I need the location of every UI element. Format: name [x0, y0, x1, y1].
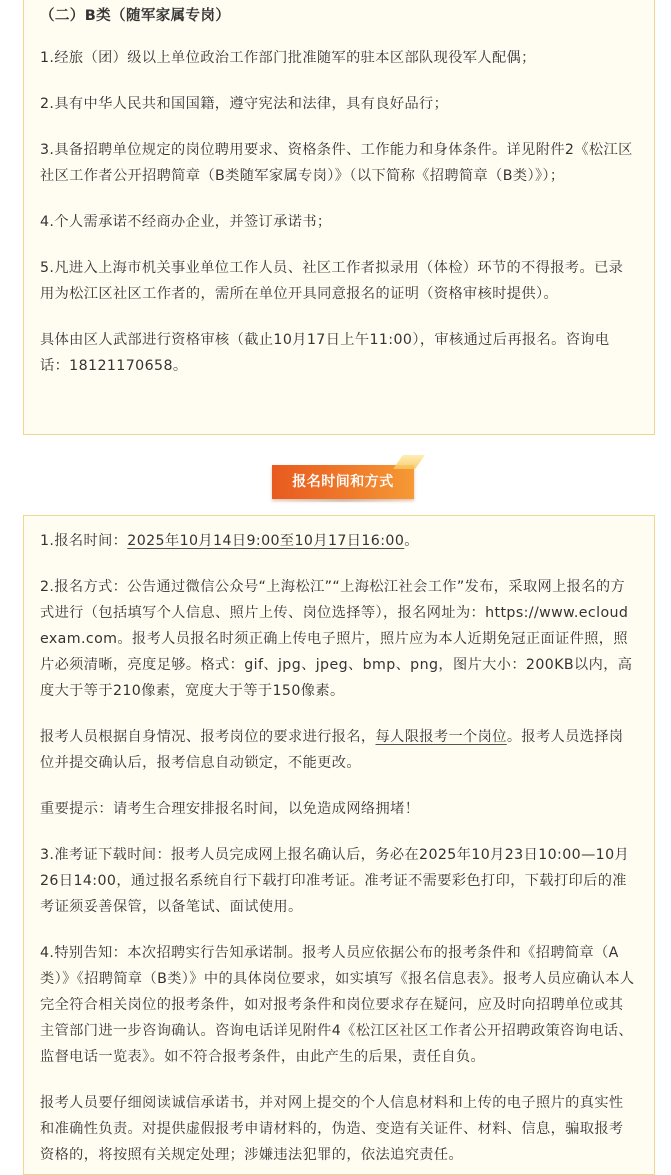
section-b-item-4: 4.个人需承诺不经商办企业，并签订承诺书； [40, 214, 332, 230]
heading-decoration [393, 455, 425, 469]
section-b-item-5: 5.凡进入上海市机关事业单位工作人员、社区工作者拟录用（体检）环节的不得报考。已录用为松江区社区工作者的，需所在单位开具同意报名的证明（资格审核时提供）。 [40, 260, 624, 302]
section-b-title: （二）B类（随军家属专岗） [40, 8, 231, 24]
registration-time-suffix: 。 [404, 533, 419, 549]
registration-time [40, 528, 636, 554]
registration-choice-suffix: 。报考人员选择岗位并提交确认后，报考信息自动锁定，不能更改。 [40, 729, 624, 771]
important-notice: 重要提示：请考生合理安排报名时间，以免造成网络拥堵！ [40, 801, 420, 817]
section-b-note: 具体由区人武部进行资格审核（截止10月17日上午11:00），审核通过后再报名。咨询电话：18121170658。 [40, 332, 610, 374]
section-b-eligibility-box [23, 0, 655, 435]
registration-box [23, 515, 655, 1175]
one-position-limit: 每人限报考一个岗位 [375, 729, 507, 745]
admission-ticket-download: 3.准考证下载时间：报考人员完成网上报名确认后，务必在2025年10月23日10:00—10月26日14:00，通过报名系统自行下载打印准考证。准考证不需要彩色打印，下载打印后的准考证须妥善保管，以备笔试、面试使用。 [40, 847, 630, 915]
integrity-pledge: 报考人员要仔细阅读诚信承诺书，并对网上提交的个人信息材料和上传的电子照片的真实性和准确性负责。对提供虚假报考申请材料的，伪造、变造有关证件、材料、信息，骗取报考资格的，将按照有关规定处理；涉嫌违法犯罪的，依法追究责任。 [40, 1095, 624, 1163]
registration-choice [40, 724, 636, 776]
registration-choice-prefix: 报考人员根据自身情况、报考岗位的要求进行报名， [40, 729, 376, 745]
section-b-item-2: 2.具有中华人民共和国国籍，遵守宪法和法律，具有良好品行； [40, 96, 449, 112]
registration-time-label: 1.报名时间： [40, 533, 128, 549]
special-notice: 4.特别告知：本次招聘实行告知承诺制。报考人员应依据公布的报考条件和《招聘简章（A类）》《招聘简章（B类）》中的具体岗位要求，如实填写《报名信息表》。报考人员应确认本人完全符合相关岗位的报考条件，如对报考条件和岗位要求存在疑问，应及时向招聘单位或其主管部门进一步咨询确认。咨询电话详见附件4《松江区社区工作者公开招聘政策咨询电话、监督电话一览表》。如不符合报考条件，由此产生的后果，责任自负。 [40, 945, 635, 1065]
section-b-item-1: 1.经旅（团）级以上单位政治工作部门批准随军的驻本区部队现役军人配偶； [40, 50, 536, 66]
section-heading-banner [272, 461, 414, 502]
registration-method: 2.报名方式：公告通过微信公众号“上海松江”“上海松江社会工作”发布，采取网上报名的方式进行（包括填写个人信息、照片上传、岗位选择等），报名网址为：https://www.ecloudexam.com。报考人员报名时须正确上传电子照片，照片应为本人近期免冠正面证件照，照片必须清晰，亮度足够。格式：gif、jpg、jpeg、bmp、png，图片大小：200KB以内，高度大于等于210像素，宽度大于等于150像素。 [40, 579, 633, 699]
section-heading-registration: 报名时间和方式 [272, 465, 414, 499]
registration-time-value: 2025年10月14日9:00至10月17日16:00 [127, 533, 405, 549]
section-b-item-3: 3.具备招聘单位规定的岗位聘用要求、资格条件、工作能力和身体条件。详见附件2《松江区社区工作者公开招聘简章（B类随军家属专岗）》（以下简称《招聘简章（B类）》）； [40, 142, 633, 184]
